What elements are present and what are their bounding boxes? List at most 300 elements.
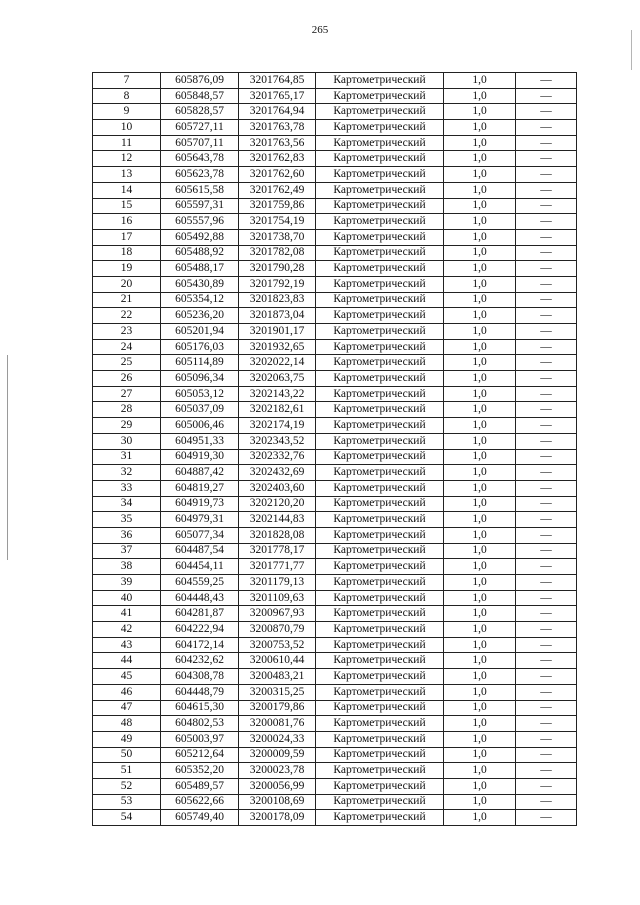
- x-coordinate-cell: 605212,64: [161, 747, 239, 763]
- y-coordinate-cell: 3201759,86: [239, 198, 316, 214]
- note-cell: —: [516, 433, 577, 449]
- note-cell: —: [516, 606, 577, 622]
- scan-edge-line: [631, 30, 632, 70]
- y-coordinate-cell: 3201765,17: [239, 88, 316, 104]
- point-number-cell: 39: [93, 575, 161, 591]
- table-row: [93, 214, 577, 230]
- note-cell: —: [516, 308, 577, 324]
- accuracy-cell: 1,0: [444, 355, 516, 371]
- x-coordinate-cell: 605037,09: [161, 402, 239, 418]
- point-number-cell: 27: [93, 386, 161, 402]
- note-cell: —: [516, 527, 577, 543]
- x-coordinate-cell: 605176,03: [161, 339, 239, 355]
- accuracy-cell: 1,0: [444, 292, 516, 308]
- scan-edge-line: [7, 355, 8, 560]
- point-number-cell: 46: [93, 684, 161, 700]
- x-coordinate-cell: 605430,89: [161, 276, 239, 292]
- x-coordinate-cell: 605236,20: [161, 308, 239, 324]
- note-cell: —: [516, 763, 577, 779]
- method-cell: Картометрический: [316, 371, 444, 387]
- note-cell: —: [516, 276, 577, 292]
- note-cell: —: [516, 622, 577, 638]
- y-coordinate-cell: 3202022,14: [239, 355, 316, 371]
- accuracy-cell: 1,0: [444, 433, 516, 449]
- accuracy-cell: 1,0: [444, 480, 516, 496]
- point-number-cell: 49: [93, 731, 161, 747]
- y-coordinate-cell: 3201782,08: [239, 245, 316, 261]
- table-row: [93, 465, 577, 481]
- accuracy-cell: 1,0: [444, 763, 516, 779]
- y-coordinate-cell: 3202174,19: [239, 418, 316, 434]
- note-cell: —: [516, 167, 577, 183]
- note-cell: —: [516, 716, 577, 732]
- table-row: [93, 669, 577, 685]
- note-cell: —: [516, 480, 577, 496]
- coordinates-table-body: [93, 73, 577, 826]
- table-row: [93, 433, 577, 449]
- table-row: [93, 527, 577, 543]
- method-cell: Картометрический: [316, 716, 444, 732]
- table-row: [93, 182, 577, 198]
- method-cell: Картометрический: [316, 747, 444, 763]
- note-cell: —: [516, 418, 577, 434]
- table-row: [93, 449, 577, 465]
- method-cell: Картометрический: [316, 229, 444, 245]
- point-number-cell: 31: [93, 449, 161, 465]
- method-cell: Картометрический: [316, 653, 444, 669]
- point-number-cell: 36: [93, 527, 161, 543]
- note-cell: —: [516, 810, 577, 826]
- y-coordinate-cell: 3202143,22: [239, 386, 316, 402]
- point-number-cell: 12: [93, 151, 161, 167]
- y-coordinate-cell: 3201764,85: [239, 73, 316, 89]
- x-coordinate-cell: 605354,12: [161, 292, 239, 308]
- table-row: [93, 355, 577, 371]
- table-row: [93, 480, 577, 496]
- accuracy-cell: 1,0: [444, 182, 516, 198]
- accuracy-cell: 1,0: [444, 104, 516, 120]
- accuracy-cell: 1,0: [444, 669, 516, 685]
- table-row: [93, 575, 577, 591]
- table-row: [93, 512, 577, 528]
- point-number-cell: 37: [93, 543, 161, 559]
- y-coordinate-cell: 3201823,83: [239, 292, 316, 308]
- method-cell: Картометрический: [316, 559, 444, 575]
- x-coordinate-cell: 604487,54: [161, 543, 239, 559]
- x-coordinate-cell: 605727,11: [161, 120, 239, 136]
- note-cell: —: [516, 245, 577, 261]
- method-cell: Картометрический: [316, 104, 444, 120]
- x-coordinate-cell: 604448,43: [161, 590, 239, 606]
- note-cell: —: [516, 135, 577, 151]
- y-coordinate-cell: 3202144,83: [239, 512, 316, 528]
- accuracy-cell: 1,0: [444, 386, 516, 402]
- x-coordinate-cell: 604222,94: [161, 622, 239, 638]
- point-number-cell: 38: [93, 559, 161, 575]
- point-number-cell: 47: [93, 700, 161, 716]
- accuracy-cell: 1,0: [444, 747, 516, 763]
- x-coordinate-cell: 604172,14: [161, 637, 239, 653]
- point-number-cell: 19: [93, 261, 161, 277]
- point-number-cell: 28: [93, 402, 161, 418]
- x-coordinate-cell: 604979,31: [161, 512, 239, 528]
- method-cell: Картометрический: [316, 465, 444, 481]
- note-cell: —: [516, 371, 577, 387]
- note-cell: —: [516, 198, 577, 214]
- y-coordinate-cell: 3202063,75: [239, 371, 316, 387]
- y-coordinate-cell: 3202332,76: [239, 449, 316, 465]
- table-row: [93, 716, 577, 732]
- note-cell: —: [516, 669, 577, 685]
- method-cell: Картометрический: [316, 308, 444, 324]
- method-cell: Картометрический: [316, 684, 444, 700]
- accuracy-cell: 1,0: [444, 151, 516, 167]
- x-coordinate-cell: 605003,97: [161, 731, 239, 747]
- y-coordinate-cell: 3200610,44: [239, 653, 316, 669]
- point-number-cell: 26: [93, 371, 161, 387]
- note-cell: —: [516, 151, 577, 167]
- method-cell: Картометрический: [316, 496, 444, 512]
- accuracy-cell: 1,0: [444, 527, 516, 543]
- method-cell: Картометрический: [316, 261, 444, 277]
- y-coordinate-cell: 3201763,78: [239, 120, 316, 136]
- y-coordinate-cell: 3201790,28: [239, 261, 316, 277]
- y-coordinate-cell: 3201771,77: [239, 559, 316, 575]
- y-coordinate-cell: 3202120,20: [239, 496, 316, 512]
- accuracy-cell: 1,0: [444, 606, 516, 622]
- point-number-cell: 18: [93, 245, 161, 261]
- y-coordinate-cell: 3201901,17: [239, 324, 316, 340]
- table-row: [93, 747, 577, 763]
- table-row: [93, 245, 577, 261]
- y-coordinate-cell: 3201763,56: [239, 135, 316, 151]
- table-row: [93, 198, 577, 214]
- table-row: [93, 135, 577, 151]
- y-coordinate-cell: 3200483,21: [239, 669, 316, 685]
- table-row: [93, 778, 577, 794]
- method-cell: Картометрический: [316, 276, 444, 292]
- accuracy-cell: 1,0: [444, 135, 516, 151]
- table-row: [93, 606, 577, 622]
- x-coordinate-cell: 605201,94: [161, 324, 239, 340]
- note-cell: —: [516, 465, 577, 481]
- table-row: [93, 371, 577, 387]
- note-cell: —: [516, 778, 577, 794]
- point-number-cell: 11: [93, 135, 161, 151]
- table-row: [93, 292, 577, 308]
- note-cell: —: [516, 339, 577, 355]
- x-coordinate-cell: 605643,78: [161, 151, 239, 167]
- note-cell: —: [516, 700, 577, 716]
- table-row: [93, 261, 577, 277]
- note-cell: —: [516, 402, 577, 418]
- y-coordinate-cell: 3200179,86: [239, 700, 316, 716]
- accuracy-cell: 1,0: [444, 229, 516, 245]
- x-coordinate-cell: 604819,27: [161, 480, 239, 496]
- point-number-cell: 51: [93, 763, 161, 779]
- x-coordinate-cell: 605707,11: [161, 135, 239, 151]
- x-coordinate-cell: 604802,53: [161, 716, 239, 732]
- method-cell: Картометрический: [316, 637, 444, 653]
- accuracy-cell: 1,0: [444, 245, 516, 261]
- method-cell: Картометрический: [316, 606, 444, 622]
- y-coordinate-cell: 3201792,19: [239, 276, 316, 292]
- y-coordinate-cell: 3201754,19: [239, 214, 316, 230]
- y-coordinate-cell: 3200870,79: [239, 622, 316, 638]
- y-coordinate-cell: 3202182,61: [239, 402, 316, 418]
- point-number-cell: 45: [93, 669, 161, 685]
- accuracy-cell: 1,0: [444, 88, 516, 104]
- accuracy-cell: 1,0: [444, 543, 516, 559]
- page-number: 265: [311, 24, 329, 36]
- point-number-cell: 43: [93, 637, 161, 653]
- x-coordinate-cell: 605876,09: [161, 73, 239, 89]
- method-cell: Картометрический: [316, 575, 444, 591]
- point-number-cell: 33: [93, 480, 161, 496]
- point-number-cell: 34: [93, 496, 161, 512]
- note-cell: —: [516, 386, 577, 402]
- method-cell: Картометрический: [316, 120, 444, 136]
- table-row: [93, 637, 577, 653]
- y-coordinate-cell: 3201109,63: [239, 590, 316, 606]
- point-number-cell: 54: [93, 810, 161, 826]
- method-cell: Картометрический: [316, 418, 444, 434]
- y-coordinate-cell: 3201179,13: [239, 575, 316, 591]
- accuracy-cell: 1,0: [444, 512, 516, 528]
- point-number-cell: 50: [93, 747, 161, 763]
- method-cell: Картометрический: [316, 590, 444, 606]
- table-row: [93, 73, 577, 89]
- accuracy-cell: 1,0: [444, 716, 516, 732]
- x-coordinate-cell: 604951,33: [161, 433, 239, 449]
- x-coordinate-cell: 605077,34: [161, 527, 239, 543]
- method-cell: Картометрический: [316, 245, 444, 261]
- table-row: [93, 700, 577, 716]
- method-cell: Картометрический: [316, 810, 444, 826]
- table-row: [93, 308, 577, 324]
- table-row: [93, 167, 577, 183]
- note-cell: —: [516, 104, 577, 120]
- y-coordinate-cell: 3201828,08: [239, 527, 316, 543]
- accuracy-cell: 1,0: [444, 308, 516, 324]
- x-coordinate-cell: 605114,89: [161, 355, 239, 371]
- method-cell: Картометрический: [316, 731, 444, 747]
- x-coordinate-cell: 605597,31: [161, 198, 239, 214]
- x-coordinate-cell: 605492,88: [161, 229, 239, 245]
- y-coordinate-cell: 3201762,60: [239, 167, 316, 183]
- point-number-cell: 29: [93, 418, 161, 434]
- y-coordinate-cell: 3201764,94: [239, 104, 316, 120]
- accuracy-cell: 1,0: [444, 731, 516, 747]
- table-row: [93, 684, 577, 700]
- accuracy-cell: 1,0: [444, 261, 516, 277]
- accuracy-cell: 1,0: [444, 324, 516, 340]
- x-coordinate-cell: 605006,46: [161, 418, 239, 434]
- accuracy-cell: 1,0: [444, 214, 516, 230]
- point-number-cell: 40: [93, 590, 161, 606]
- method-cell: Картометрический: [316, 88, 444, 104]
- point-number-cell: 48: [93, 716, 161, 732]
- note-cell: —: [516, 449, 577, 465]
- note-cell: —: [516, 355, 577, 371]
- accuracy-cell: 1,0: [444, 622, 516, 638]
- note-cell: —: [516, 653, 577, 669]
- x-coordinate-cell: 605557,96: [161, 214, 239, 230]
- method-cell: Картометрический: [316, 324, 444, 340]
- point-number-cell: 10: [93, 120, 161, 136]
- x-coordinate-cell: 604454,11: [161, 559, 239, 575]
- method-cell: Картометрический: [316, 292, 444, 308]
- y-coordinate-cell: 3200315,25: [239, 684, 316, 700]
- accuracy-cell: 1,0: [444, 637, 516, 653]
- accuracy-cell: 1,0: [444, 653, 516, 669]
- point-number-cell: 21: [93, 292, 161, 308]
- note-cell: —: [516, 292, 577, 308]
- method-cell: Картометрический: [316, 151, 444, 167]
- point-number-cell: 44: [93, 653, 161, 669]
- table-row: [93, 543, 577, 559]
- accuracy-cell: 1,0: [444, 590, 516, 606]
- point-number-cell: 41: [93, 606, 161, 622]
- accuracy-cell: 1,0: [444, 449, 516, 465]
- method-cell: Картометрический: [316, 622, 444, 638]
- x-coordinate-cell: 605828,57: [161, 104, 239, 120]
- note-cell: —: [516, 575, 577, 591]
- accuracy-cell: 1,0: [444, 198, 516, 214]
- table-row: [93, 810, 577, 826]
- table-row: [93, 402, 577, 418]
- note-cell: —: [516, 794, 577, 810]
- accuracy-cell: 1,0: [444, 559, 516, 575]
- accuracy-cell: 1,0: [444, 496, 516, 512]
- method-cell: Картометрический: [316, 778, 444, 794]
- method-cell: Картометрический: [316, 512, 444, 528]
- method-cell: Картометрический: [316, 402, 444, 418]
- table-row: [93, 763, 577, 779]
- y-coordinate-cell: 3200178,09: [239, 810, 316, 826]
- note-cell: —: [516, 747, 577, 763]
- note-cell: —: [516, 88, 577, 104]
- point-number-cell: 16: [93, 214, 161, 230]
- accuracy-cell: 1,0: [444, 418, 516, 434]
- table-row: [93, 386, 577, 402]
- point-number-cell: 42: [93, 622, 161, 638]
- accuracy-cell: 1,0: [444, 371, 516, 387]
- y-coordinate-cell: 3200967,93: [239, 606, 316, 622]
- note-cell: —: [516, 324, 577, 340]
- y-coordinate-cell: 3202343,52: [239, 433, 316, 449]
- point-number-cell: 7: [93, 73, 161, 89]
- table-row: [93, 151, 577, 167]
- accuracy-cell: 1,0: [444, 402, 516, 418]
- note-cell: —: [516, 73, 577, 89]
- point-number-cell: 30: [93, 433, 161, 449]
- x-coordinate-cell: 604308,78: [161, 669, 239, 685]
- method-cell: Картометрический: [316, 167, 444, 183]
- note-cell: —: [516, 182, 577, 198]
- note-cell: —: [516, 214, 577, 230]
- method-cell: Картометрический: [316, 135, 444, 151]
- point-number-cell: 53: [93, 794, 161, 810]
- accuracy-cell: 1,0: [444, 684, 516, 700]
- point-number-cell: 14: [93, 182, 161, 198]
- table-row: [93, 731, 577, 747]
- x-coordinate-cell: 605623,78: [161, 167, 239, 183]
- method-cell: Картометрический: [316, 214, 444, 230]
- note-cell: —: [516, 512, 577, 528]
- y-coordinate-cell: 3200753,52: [239, 637, 316, 653]
- method-cell: Картометрический: [316, 339, 444, 355]
- point-number-cell: 8: [93, 88, 161, 104]
- x-coordinate-cell: 604281,87: [161, 606, 239, 622]
- table-row: [93, 104, 577, 120]
- method-cell: Картометрический: [316, 794, 444, 810]
- accuracy-cell: 1,0: [444, 778, 516, 794]
- note-cell: —: [516, 559, 577, 575]
- point-number-cell: 13: [93, 167, 161, 183]
- table-row: [93, 88, 577, 104]
- table-row: [93, 229, 577, 245]
- point-number-cell: 52: [93, 778, 161, 794]
- y-coordinate-cell: 3202432,69: [239, 465, 316, 481]
- accuracy-cell: 1,0: [444, 700, 516, 716]
- method-cell: Картометрический: [316, 700, 444, 716]
- y-coordinate-cell: 3201932,65: [239, 339, 316, 355]
- y-coordinate-cell: 3200081,76: [239, 716, 316, 732]
- accuracy-cell: 1,0: [444, 575, 516, 591]
- x-coordinate-cell: 605053,12: [161, 386, 239, 402]
- table-row: [93, 590, 577, 606]
- x-coordinate-cell: 605488,17: [161, 261, 239, 277]
- point-number-cell: 17: [93, 229, 161, 245]
- method-cell: Картометрический: [316, 198, 444, 214]
- x-coordinate-cell: 605749,40: [161, 810, 239, 826]
- method-cell: Картометрический: [316, 73, 444, 89]
- method-cell: Картометрический: [316, 182, 444, 198]
- note-cell: —: [516, 120, 577, 136]
- note-cell: —: [516, 637, 577, 653]
- x-coordinate-cell: 604559,25: [161, 575, 239, 591]
- table-row: [93, 339, 577, 355]
- method-cell: Картометрический: [316, 669, 444, 685]
- x-coordinate-cell: 604919,30: [161, 449, 239, 465]
- point-number-cell: 24: [93, 339, 161, 355]
- accuracy-cell: 1,0: [444, 339, 516, 355]
- y-coordinate-cell: 3200024,33: [239, 731, 316, 747]
- table-row: [93, 418, 577, 434]
- table-row: [93, 653, 577, 669]
- note-cell: —: [516, 590, 577, 606]
- x-coordinate-cell: 605615,58: [161, 182, 239, 198]
- x-coordinate-cell: 604232,62: [161, 653, 239, 669]
- x-coordinate-cell: 605352,20: [161, 763, 239, 779]
- method-cell: Картометрический: [316, 763, 444, 779]
- x-coordinate-cell: 604887,42: [161, 465, 239, 481]
- table-row: [93, 559, 577, 575]
- table-row: [93, 324, 577, 340]
- note-cell: —: [516, 543, 577, 559]
- x-coordinate-cell: 605848,57: [161, 88, 239, 104]
- x-coordinate-cell: 604615,30: [161, 700, 239, 716]
- accuracy-cell: 1,0: [444, 276, 516, 292]
- point-number-cell: 32: [93, 465, 161, 481]
- accuracy-cell: 1,0: [444, 465, 516, 481]
- y-coordinate-cell: 3200108,69: [239, 794, 316, 810]
- note-cell: —: [516, 731, 577, 747]
- y-coordinate-cell: 3200023,78: [239, 763, 316, 779]
- y-coordinate-cell: 3201762,49: [239, 182, 316, 198]
- method-cell: Картометрический: [316, 386, 444, 402]
